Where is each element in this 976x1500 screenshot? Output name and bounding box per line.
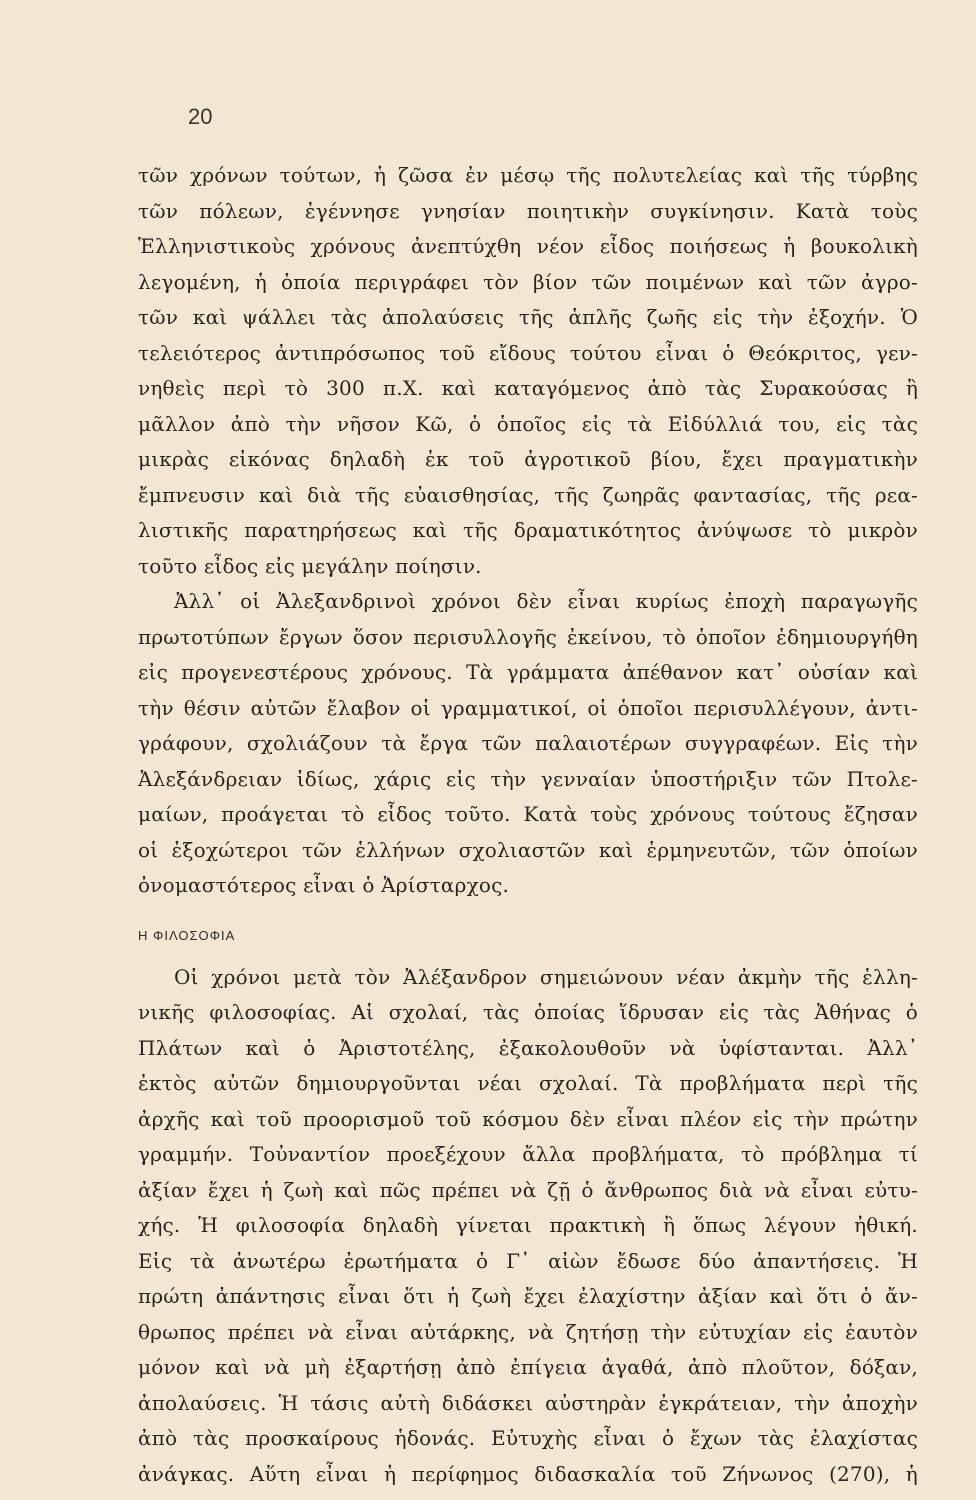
text-line: τοῦτο εἶδος εἰς μεγάλην ποίησιν. [138, 553, 482, 578]
text-line: τὴν θέσιν αὐτῶν ἔλαβον οἱ γραμματικοί, οἱ ὁποῖοι περισυλλέγουν, ἀντι- [138, 695, 918, 720]
text-line: τῶν χρόνων τούτων, ἡ ζῶσα ἐν μέσῳ τῆς πολυτελείας καὶ τῆς τύρβης [138, 163, 918, 187]
text-line: ἀπὸ τὰς προσκαίρους ἡδονάς. Εὐτυχὴς εἶναι ὁ ἔχων τὰς ἐλαχίστας [138, 1426, 918, 1450]
text-line: ἐκτὸς αὐτῶν δημιουργοῦνται νέαι σχολαί. Τὰ προβλήματα περὶ τῆς [138, 1071, 918, 1095]
text-line: Ἑλληνιστικοὺς χρόνους ἀνεπτύχθη νέον εἶδος ποιήσεως ἡ βουκολικὴ [138, 234, 918, 258]
text-line: Εἰς τὰ ἀνωτέρω ἐρωτήματα ὁ Γ᾽ αἰὼν ἔδωσε δύο ἀπαντήσεις. Ἡ [138, 1248, 918, 1273]
text-line: νηθεὶς περὶ τὸ 300 π.Χ. καὶ καταγόμενος ἀπὸ τὰς Συρακούσας ἢ [138, 376, 918, 400]
text-line: νικῆς φιλοσοφίας. Αἱ σχολαί, τὰς ὁποίας ἵδρυσαν εἰς τὰς Ἀθήνας ὁ [138, 1000, 918, 1024]
text-line: ἀνάγκας. Αὕτη εἶναι ἡ περίφημος διδασκαλία τοῦ Ζήνωνος (270), ἡ [138, 1461, 918, 1486]
text-line: τῶν καὶ ψάλλει τὰς ἀπολαύσεις τῆς ἁπλῆς ζωῆς εἰς τὴν ἐξοχήν. Ὁ [138, 305, 918, 329]
paragraph-alexandrian-scholars [138, 584, 918, 904]
text-line: γράφουν, σχολιάζουν τὰ ἔργα τῶν παλαιοτέρων συγγραφέων. Εἰς τὴν [138, 731, 918, 755]
text-line: γραμμήν. Τοὐναντίον προεξέχουν ἄλλα προβλήματα, τὸ πρόβλημα τί [138, 1142, 918, 1166]
text-line: Ἀλλ᾽ οἱ Ἀλεξανδρινοὶ χρόνοι δὲν εἶναι κυρίως ἐποχὴ παραγωγῆς [174, 589, 918, 613]
text-line: πρώτη ἀπάντησις εἶναι ὅτι ἡ ζωὴ ἔχει ἐλαχίστην ἀξίαν καὶ ὅτι ὁ ἄν- [138, 1284, 918, 1308]
text-line: θρωπος πρέπει νὰ εἶναι αὐτάρκης, νὰ ζητήσῃ τὴν εὐτυχίαν εἰς ἑαυτὸν [138, 1319, 918, 1344]
page-number: 20 [188, 104, 213, 129]
text-line: τελειότερος ἀντιπρόσωπος τοῦ εἴδους τούτου εἶναι ὁ Θεόκριτος, γεν- [138, 340, 918, 365]
body-text [138, 158, 918, 1492]
text-line: ὀνομαστότερος εἶναι ὁ Ἀρίσταρχος. [138, 873, 510, 897]
text-line: μικρὰς εἰκόνας δηλαδὴ ἐκ τοῦ ἀγροτικοῦ βίου, ἔχει πραγματικὴν [138, 447, 918, 471]
text-line: Ἀλεξάνδρειαν ἰδίως, χάρις εἰς τὴν γενναίαν ὑποστήριξιν τῶν Πτολε- [138, 766, 918, 791]
text-line: μαίων, προάγεται τὸ εἶδος τοῦτο. Κατὰ τοὺς χρόνους τούτους ἔζησαν [138, 802, 918, 826]
paragraph-bucolic-poetry [138, 158, 918, 584]
text-line: Οἱ χρόνοι μετὰ τὸν Ἀλέξανδρον σημειώνουν νέαν ἀκμὴν τῆς ἑλλη- [174, 964, 918, 989]
text-line: ἀπολαύσεις. Ἡ τάσις αὐτὴ διδάσκει αὐστηρὰν ἐγκράτειαν, τὴν ἀποχὴν [138, 1390, 918, 1415]
text-line: Πλάτων καὶ ὁ Ἀριστοτέλης, ἐξακολουθοῦν νὰ ὑφίστανται. Ἀλλ᾽ [138, 1035, 918, 1060]
text-line: οἱ ἐξοχώτεροι τῶν ἑλλήνων σχολιαστῶν καὶ ἑρμηνευτῶν, τῶν ὁποίων [138, 837, 918, 862]
text-line: λιστικῆς παρατηρήσεως καὶ τῆς δραματικότητος ἀνύψωσε τὸ μικρὸν [138, 518, 918, 542]
text-line: λεγομένη, ἡ ὁποία περιγράφει τὸν βίον τῶν ποιμένων καὶ τῶν ἀγρο- [138, 269, 918, 294]
paragraph-philosophy [138, 960, 918, 1493]
text-line: ἀρχῆς καὶ τοῦ προορισμοῦ τοῦ κόσμου δὲν εἶναι πλέον εἰς τὴν πρώτην [138, 1106, 918, 1131]
text-line: μᾶλλον ἀπὸ τὴν νῆσον Κῶ, ὁ ὁποῖος εἰς τὰ Εἰδύλλιά του, εἰς τὰς [138, 411, 918, 436]
text-line: μόνον καὶ νὰ μὴ ἐξαρτήσῃ ἀπὸ ἐπίγεια ἀγαθά, ἀπὸ πλοῦτον, δόξαν, [138, 1355, 918, 1379]
section-heading: Η ΦΙΛΟΣΟΦΙΑ [138, 927, 236, 943]
text-line: ἀξίαν ἔχει ἡ ζωὴ καὶ πῶς πρέπει νὰ ζῇ ὁ ἄνθρωπος διὰ νὰ εἶναι εὐτυ- [138, 1177, 918, 1202]
text-line: ἔμπνευσιν καὶ διὰ τῆς εὐαισθησίας, τῆς ζωηρᾶς φαντασίας, τῆς ρεα- [138, 482, 918, 507]
text-line: χής. Ἡ φιλοσοφία δηλαδὴ γίνεται πρακτικὴ ἢ ὅπως λέγουν ἠθική. [138, 1213, 918, 1237]
text-line: εἰς προγενεστέρους χρόνους. Τὰ γράμματα ἀπέθανον κατ᾽ οὐσίαν καὶ [138, 660, 918, 684]
text-line: τῶν πόλεων, ἐγέννησε γνησίαν ποιητικὴν συγκίνησιν. Κατὰ τοὺς [138, 198, 918, 223]
text-line: πρωτοτύπων ἔργων ὅσον περισυλλογῆς ἐκείνου, τὸ ὁποῖον ἐδημιουργήθη [138, 624, 918, 649]
